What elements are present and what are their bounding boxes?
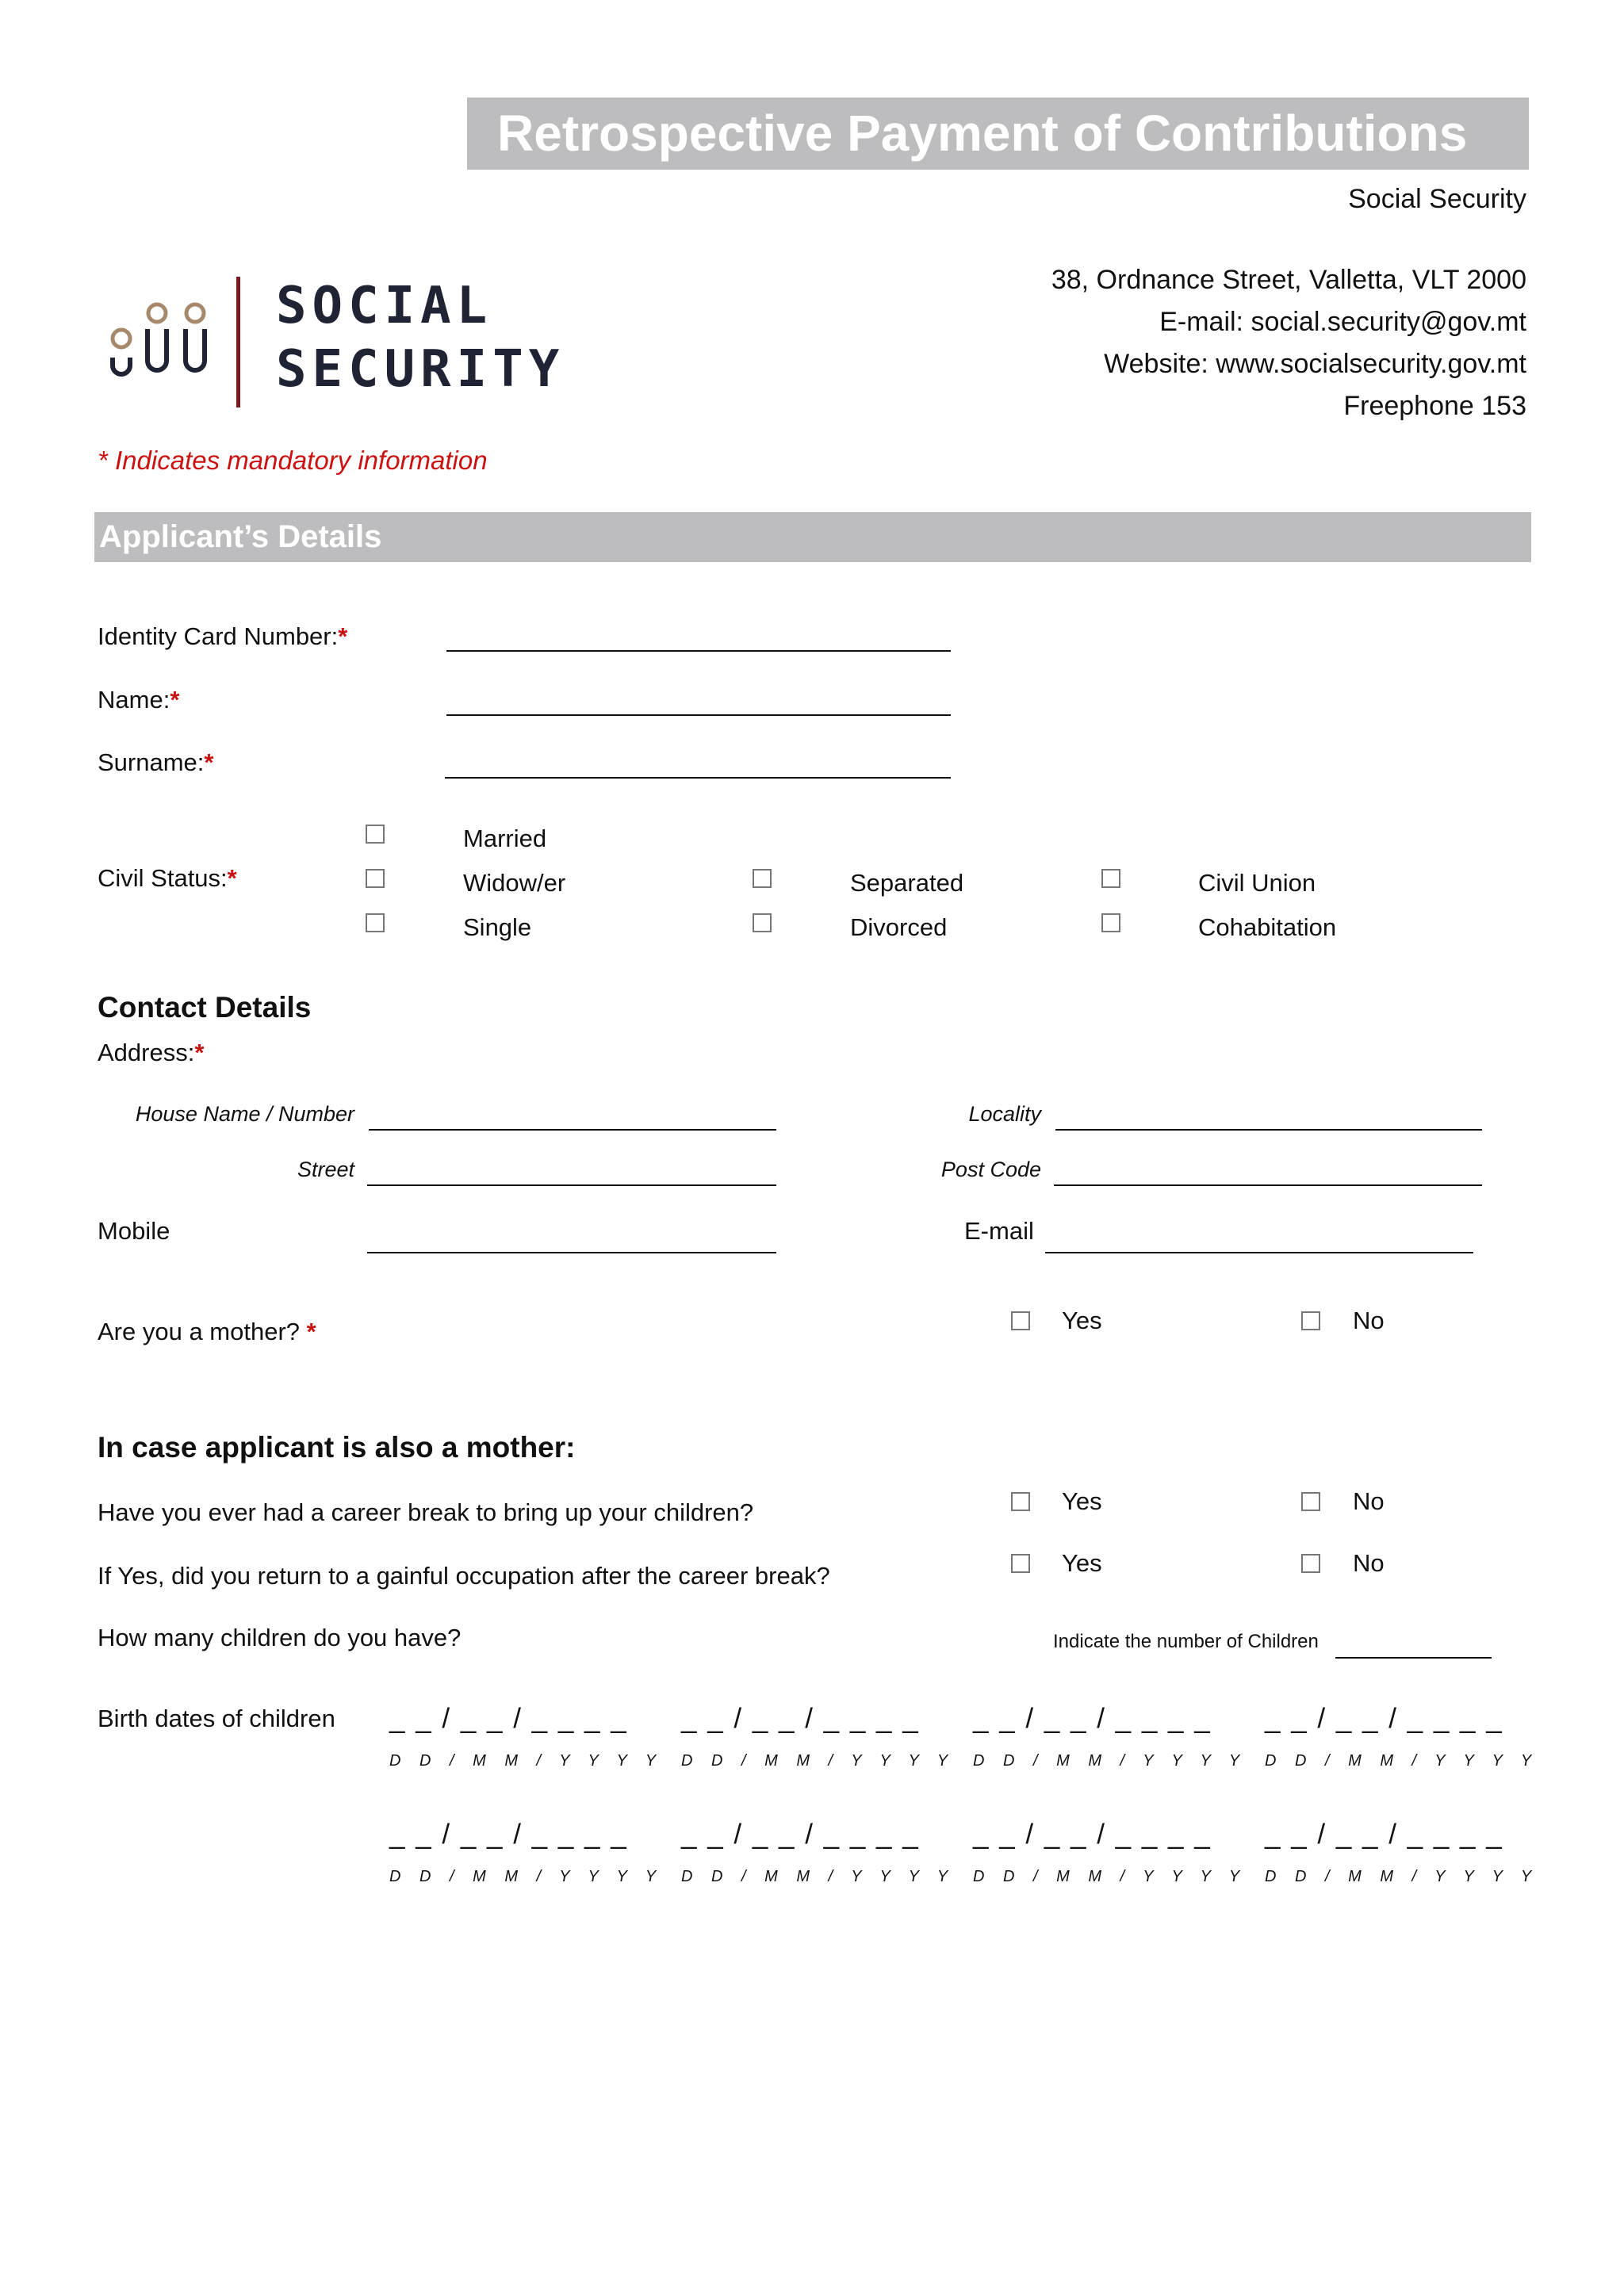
mother-yes-label: Yes (1062, 1307, 1102, 1334)
mobile-field[interactable] (367, 1252, 776, 1253)
form-title: Retrospective Payment of Contributions (467, 98, 1529, 170)
mother-question: Are you a mother? * (98, 1318, 316, 1345)
locality-label: Locality (968, 1102, 1041, 1126)
birth-date-8-format: D D / M M / Y Y Y Y (1265, 1868, 1539, 1885)
children-count-question: How many children do you have? (98, 1624, 462, 1651)
postcode-label: Post Code (940, 1158, 1041, 1181)
mobile-label: Mobile (98, 1217, 170, 1245)
id-card-label: Identity Card Number:* (98, 622, 348, 650)
logo-mark-icon (108, 274, 227, 385)
cohabitation-label: Cohabitation (1198, 913, 1337, 941)
birth-date-1[interactable]: _ _ / _ _ / _ _ _ _ (389, 1703, 628, 1734)
social-security-logo (108, 274, 565, 412)
logo-text-line2: SECURITY (276, 340, 565, 399)
separated-checkbox[interactable] (753, 869, 772, 888)
birth-date-8[interactable]: _ _ / _ _ / _ _ _ _ (1265, 1819, 1503, 1850)
civil-union-checkbox[interactable] (1101, 869, 1120, 888)
single-label: Single (463, 913, 532, 941)
logo-text-line1: SOCIAL (276, 277, 493, 335)
divorced-checkbox[interactable] (753, 913, 772, 932)
birth-date-2[interactable]: _ _ / _ _ / _ _ _ _ (681, 1703, 920, 1734)
return-work-no-label: No (1353, 1549, 1385, 1577)
email-field[interactable] (1045, 1252, 1473, 1253)
return-work-no-checkbox[interactable] (1301, 1554, 1320, 1573)
surname-field[interactable] (445, 777, 951, 779)
name-label: Name:* (98, 686, 180, 714)
house-field[interactable] (369, 1129, 776, 1131)
career-break-question: Have you ever had a career break to bring up your children? (98, 1498, 754, 1526)
email-label: E-mail (964, 1217, 1034, 1245)
career-break-no-checkbox[interactable] (1301, 1492, 1320, 1511)
header-subtitle: Social Security (1348, 184, 1526, 214)
civil-status-label: Civil Status:* (98, 864, 237, 892)
widow-checkbox[interactable] (366, 869, 385, 888)
section-applicant-details: Applicant’s Details (94, 512, 1531, 562)
birth-date-3[interactable]: _ _ / _ _ / _ _ _ _ (973, 1703, 1212, 1734)
office-website: Website: www.socialsecurity.gov.mt (1104, 349, 1526, 379)
birth-date-6[interactable]: _ _ / _ _ / _ _ _ _ (681, 1819, 920, 1850)
widow-label: Widow/er (463, 869, 566, 897)
mother-yes-checkbox[interactable] (1011, 1311, 1030, 1330)
civil-union-label: Civil Union (1198, 869, 1316, 897)
birth-date-7-format: D D / M M / Y Y Y Y (973, 1868, 1247, 1885)
birth-date-4[interactable]: _ _ / _ _ / _ _ _ _ (1265, 1703, 1503, 1734)
children-count-field[interactable] (1335, 1657, 1492, 1659)
street-field[interactable] (367, 1184, 776, 1186)
contact-details-heading: Contact Details (98, 991, 312, 1024)
single-checkbox[interactable] (366, 913, 385, 932)
birth-date-3-format: D D / M M / Y Y Y Y (973, 1752, 1247, 1770)
children-count-hint: Indicate the number of Children (1053, 1631, 1319, 1652)
return-work-yes-label: Yes (1062, 1549, 1102, 1577)
mother-section-heading: In case applicant is also a mother: (98, 1431, 576, 1464)
birth-date-2-format: D D / M M / Y Y Y Y (681, 1752, 956, 1770)
cohabitation-checkbox[interactable] (1101, 913, 1120, 932)
birth-dates-label: Birth dates of children (98, 1705, 335, 1732)
birth-date-7[interactable]: _ _ / _ _ / _ _ _ _ (973, 1819, 1212, 1850)
birth-date-1-format: D D / M M / Y Y Y Y (389, 1752, 664, 1770)
married-label: Married (463, 825, 547, 852)
divorced-label: Divorced (850, 913, 948, 941)
logo-divider (236, 277, 240, 408)
married-checkbox[interactable] (366, 825, 385, 844)
career-break-yes-label: Yes (1062, 1487, 1102, 1515)
mandatory-note: * Indicates mandatory information (98, 446, 488, 475)
career-break-yes-checkbox[interactable] (1011, 1492, 1030, 1511)
birth-date-5-format: D D / M M / Y Y Y Y (389, 1868, 664, 1885)
street-label: Street (297, 1158, 354, 1181)
birth-date-4-format: D D / M M / Y Y Y Y (1265, 1752, 1539, 1770)
postcode-field[interactable] (1054, 1184, 1482, 1186)
address-label: Address:* (98, 1039, 205, 1066)
house-label: House Name / Number (135, 1102, 354, 1126)
career-break-no-label: No (1353, 1487, 1385, 1515)
id-card-field[interactable] (446, 650, 951, 652)
birth-date-5[interactable]: _ _ / _ _ / _ _ _ _ (389, 1819, 628, 1850)
return-work-question: If Yes, did you return to a gainful occupation after the career break? (98, 1562, 830, 1590)
mother-no-label: No (1353, 1307, 1385, 1334)
birth-date-6-format: D D / M M / Y Y Y Y (681, 1868, 956, 1885)
office-address: 38, Ordnance Street, Valletta, VLT 2000 (1051, 265, 1526, 295)
surname-label: Surname:* (98, 748, 214, 776)
locality-field[interactable] (1055, 1129, 1482, 1131)
mother-no-checkbox[interactable] (1301, 1311, 1320, 1330)
office-phone: Freephone 153 (1343, 391, 1526, 421)
office-email: E-mail: social.security@gov.mt (1159, 307, 1526, 337)
return-work-yes-checkbox[interactable] (1011, 1554, 1030, 1573)
separated-label: Separated (850, 869, 964, 897)
name-field[interactable] (446, 714, 951, 716)
